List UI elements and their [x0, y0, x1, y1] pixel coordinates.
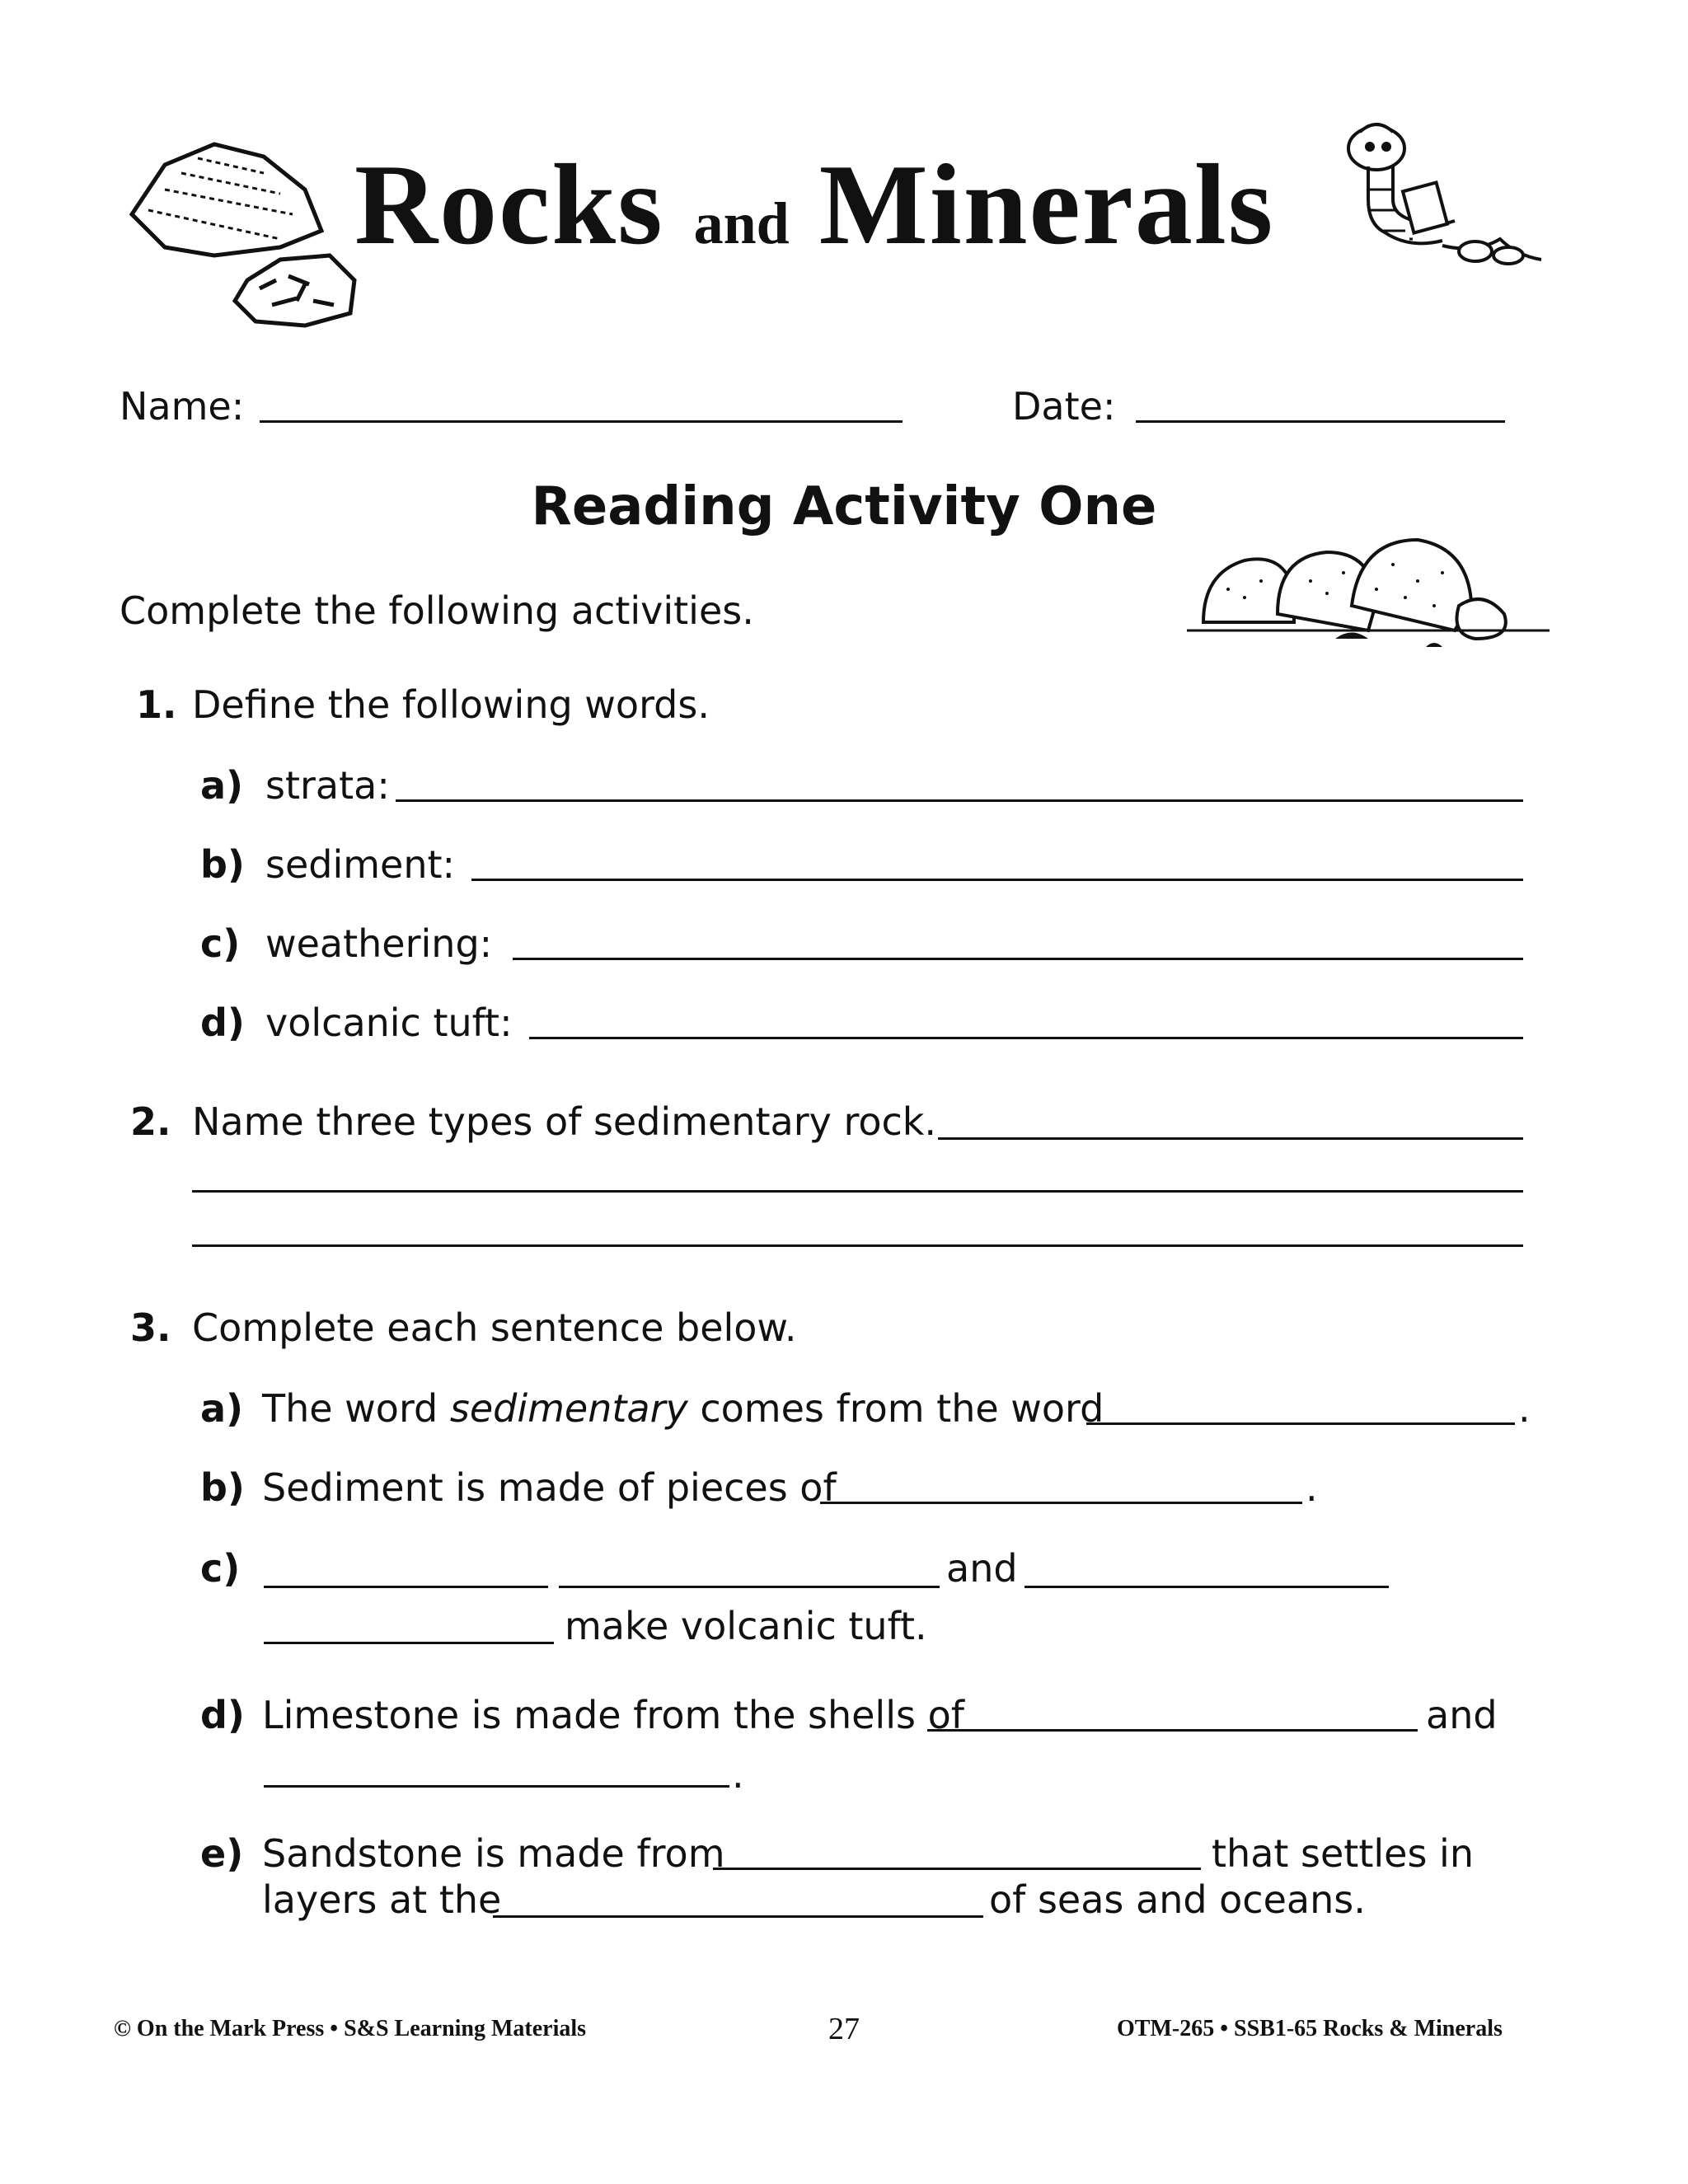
rock-illustration-left	[115, 115, 379, 330]
q2-answer-line-1[interactable]	[938, 1137, 1523, 1140]
q3a-text: The word sedimentary comes from the word	[262, 1386, 1104, 1431]
q3c-blank-4[interactable]	[264, 1642, 554, 1644]
q1c-letter: c)	[200, 921, 241, 966]
q3b-answer-line[interactable]	[820, 1502, 1302, 1504]
q3a-letter: a)	[200, 1386, 244, 1431]
q1d-text: volcanic tuft:	[265, 1001, 513, 1045]
q1a-text: strata:	[265, 763, 390, 808]
q3e-text-4: of seas and oceans.	[989, 1877, 1366, 1922]
q3c-blank-3[interactable]	[1025, 1586, 1389, 1588]
q1-number: 1.	[136, 682, 177, 727]
q1a-answer-line[interactable]	[396, 799, 1523, 802]
activity-title: Reading Activity One	[531, 476, 1157, 537]
q3e-letter: e)	[200, 1831, 244, 1876]
q2-number: 2.	[130, 1099, 171, 1144]
q1d-answer-line[interactable]	[529, 1037, 1523, 1039]
name-label: Name:	[120, 384, 245, 429]
q3e-text-1: Sandstone is made from	[262, 1831, 725, 1876]
q2-prompt: Name three types of sedimentary rock.	[192, 1099, 937, 1144]
q3a-answer-line[interactable]	[1086, 1422, 1515, 1425]
q3e-answer-line-2[interactable]	[493, 1915, 983, 1918]
q1d-letter: d)	[200, 1001, 245, 1045]
q3e-answer-line-1[interactable]	[713, 1868, 1201, 1870]
worksheet-title	[354, 138, 1274, 271]
title-and: and	[693, 190, 790, 256]
q3d-and: and	[1426, 1693, 1498, 1737]
footer-publisher: © On the Mark Press • S&S Learning Materials	[114, 2016, 587, 2041]
footer-product-code: OTM-265 • SSB1-65 Rocks & Minerals	[1117, 2016, 1503, 2041]
q3c-blank-2[interactable]	[559, 1586, 940, 1588]
q3d-letter: d)	[200, 1693, 245, 1737]
q3-number: 3.	[130, 1305, 171, 1350]
q1b-answer-line[interactable]	[471, 879, 1523, 881]
q3c-text: make volcanic tuft.	[565, 1604, 927, 1648]
page-number: 27	[828, 2012, 860, 2046]
q3a-italic-word: sedimentary	[449, 1386, 688, 1431]
q1c-answer-line[interactable]	[513, 958, 1523, 960]
q3e-text-2: that settles in	[1212, 1831, 1474, 1876]
q3b-text: Sediment is made of pieces of	[262, 1465, 837, 1510]
q3c-letter: c)	[200, 1546, 241, 1591]
q3d-period: .	[732, 1752, 744, 1797]
title-minerals: Minerals	[818, 141, 1275, 269]
date-label: Date:	[1012, 384, 1116, 429]
q1b-letter: b)	[200, 842, 245, 887]
instructions: Complete the following activities.	[120, 588, 754, 633]
q3d-answer-line-1[interactable]	[927, 1729, 1418, 1732]
q3d-answer-line-2[interactable]	[264, 1785, 729, 1788]
q1a-letter: a)	[200, 763, 244, 808]
q1-prompt: Define the following words.	[192, 682, 710, 727]
q3b-letter: b)	[200, 1465, 245, 1510]
q3c-blank-1[interactable]	[264, 1586, 548, 1588]
q3e-text-3: layers at the	[262, 1877, 502, 1922]
q3d-text: Limestone is made from the shells of	[262, 1693, 964, 1737]
q3-prompt: Complete each sentence below.	[192, 1305, 797, 1350]
q3a-period: .	[1518, 1386, 1531, 1431]
q3c-and: and	[946, 1546, 1018, 1591]
worm-reading-illustration	[1311, 115, 1550, 305]
date-field[interactable]	[1136, 420, 1505, 423]
q1b-text: sediment:	[265, 842, 456, 887]
q3b-period: .	[1306, 1465, 1318, 1510]
q1c-text: weathering:	[265, 921, 493, 966]
boulders-illustration	[1187, 515, 1550, 663]
name-field[interactable]	[260, 420, 903, 423]
title-rocks: Rocks	[354, 141, 664, 269]
q2-answer-line-3[interactable]	[192, 1244, 1523, 1247]
q2-answer-line-2[interactable]	[192, 1190, 1523, 1193]
